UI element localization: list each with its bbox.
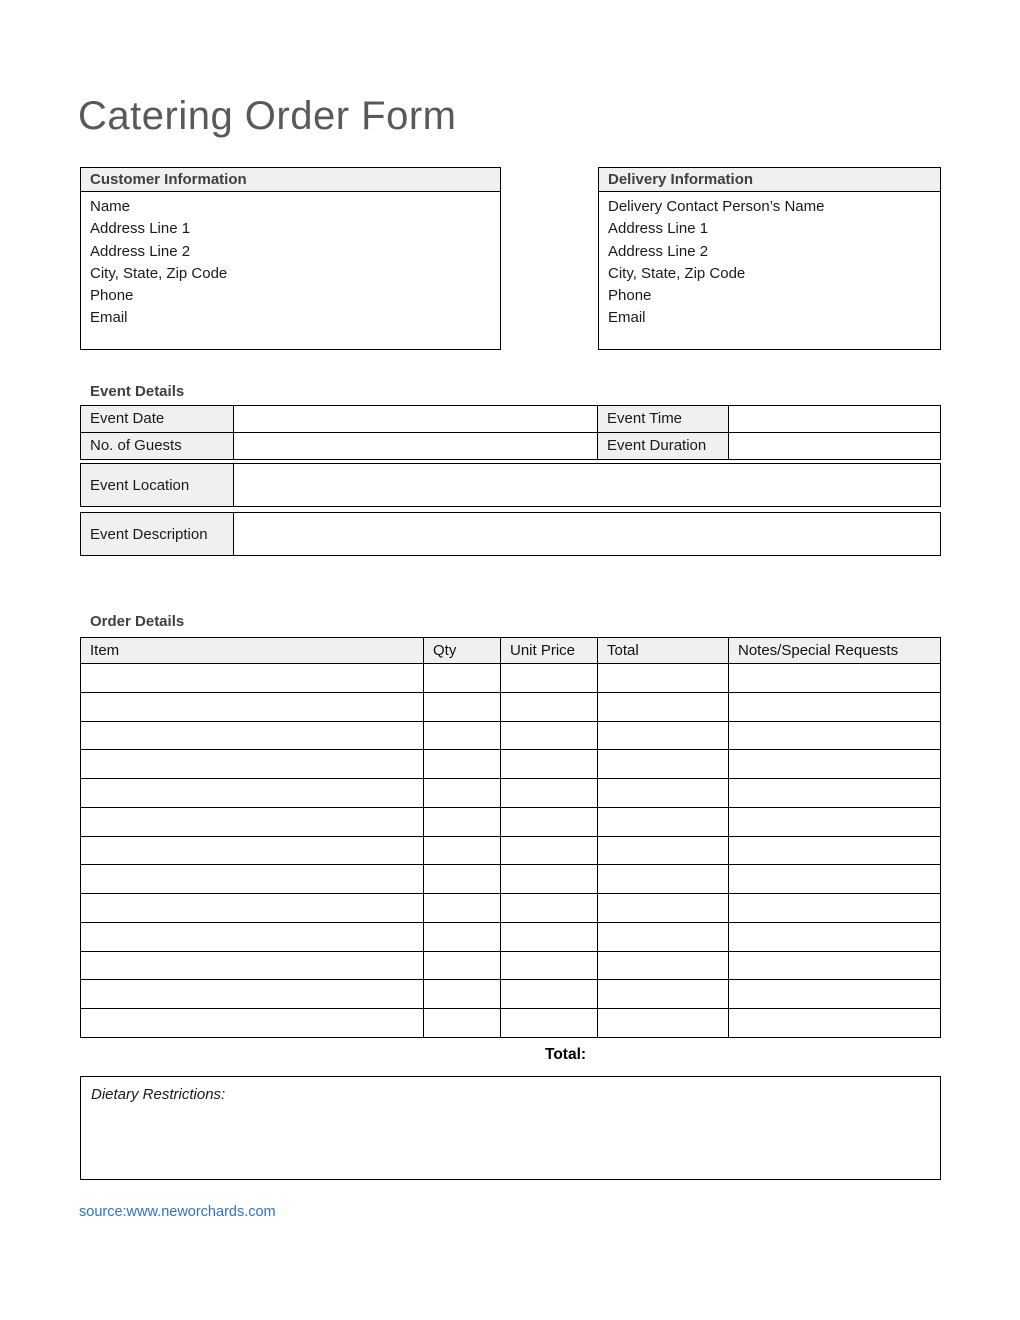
order-cell-unit-price[interactable] — [501, 722, 598, 750]
order-table-row — [81, 722, 940, 751]
order-cell-total[interactable] — [598, 923, 729, 951]
order-col-total: Total — [598, 638, 729, 663]
order-table-row — [81, 779, 940, 808]
order-cell-qty[interactable] — [424, 894, 501, 922]
total-label: Total: — [545, 1046, 587, 1063]
order-cell-total[interactable] — [598, 808, 729, 836]
order-cell-item[interactable] — [81, 1009, 424, 1037]
order-table-row — [81, 750, 940, 779]
order-details-table — [80, 637, 941, 1038]
order-cell-qty[interactable] — [424, 750, 501, 778]
order-cell-qty[interactable] — [424, 837, 501, 865]
event-description-label: Event Description — [81, 513, 234, 555]
info-field-line: City, State, Zip Code — [608, 264, 746, 282]
order-cell-notes[interactable] — [729, 980, 940, 1008]
dietary-restrictions-label: Dietary Restrictions: — [91, 1086, 226, 1103]
order-cell-qty[interactable] — [424, 693, 501, 721]
event-time-label: Event Time — [598, 406, 729, 432]
order-cell-unit-price[interactable] — [501, 980, 598, 1008]
order-cell-item[interactable] — [81, 750, 424, 778]
delivery-information-header: Delivery Information — [599, 168, 940, 192]
order-cell-qty[interactable] — [424, 1009, 501, 1037]
order-table-row — [81, 837, 940, 866]
order-table-row — [81, 865, 940, 894]
customer-information-fields[interactable] — [81, 192, 500, 330]
customer-information-box — [80, 167, 501, 350]
order-cell-item[interactable] — [81, 693, 424, 721]
form-title: Catering Order Form — [78, 94, 457, 138]
order-cell-unit-price[interactable] — [501, 952, 598, 980]
order-col-qty: Qty — [424, 638, 501, 663]
order-cell-qty[interactable] — [424, 923, 501, 951]
order-cell-item[interactable] — [81, 779, 424, 807]
order-cell-total[interactable] — [598, 750, 729, 778]
order-table-row — [81, 923, 940, 952]
order-cell-item[interactable] — [81, 865, 424, 893]
info-field-line: City, State, Zip Code — [90, 264, 228, 282]
info-field-line: Delivery Contact Person’s Name — [608, 198, 825, 215]
order-cell-total[interactable] — [598, 980, 729, 1008]
no-of-guests-label: No. of Guests — [81, 433, 234, 459]
info-field-line: Address Line 2 — [608, 242, 709, 260]
no-of-guests-input[interactable] — [234, 433, 598, 459]
dietary-restrictions-box[interactable] — [80, 1076, 941, 1180]
order-cell-total[interactable] — [598, 865, 729, 893]
order-cell-unit-price[interactable] — [501, 808, 598, 836]
event-location-row — [80, 463, 941, 507]
info-field-line: Email — [608, 309, 646, 327]
order-cell-item[interactable] — [81, 722, 424, 750]
order-cell-qty[interactable] — [424, 722, 501, 750]
event-duration-input[interactable] — [729, 433, 940, 459]
order-cell-notes[interactable] — [729, 693, 940, 721]
order-cell-unit-price[interactable] — [501, 779, 598, 807]
delivery-information-fields[interactable] — [599, 192, 940, 330]
order-cell-unit-price[interactable] — [501, 894, 598, 922]
order-cell-unit-price[interactable] — [501, 664, 598, 692]
event-location-label: Event Location — [81, 464, 234, 506]
order-cell-notes[interactable] — [729, 750, 940, 778]
order-cell-total[interactable] — [598, 894, 729, 922]
order-cell-unit-price[interactable] — [501, 837, 598, 865]
event-date-input[interactable] — [234, 406, 598, 432]
event-date-label: Event Date — [81, 406, 234, 432]
order-cell-total[interactable] — [598, 779, 729, 807]
order-table-header-row — [81, 638, 940, 664]
order-cell-total[interactable] — [598, 693, 729, 721]
customer-information-header: Customer Information — [81, 168, 500, 192]
order-table-row — [81, 664, 940, 693]
order-cell-qty[interactable] — [424, 808, 501, 836]
event-details-heading: Event Details — [90, 383, 185, 400]
order-col-notes: Notes/Special Requests — [738, 642, 899, 659]
info-boxes-row — [80, 167, 941, 350]
info-field-line: Address Line 1 — [90, 220, 191, 238]
info-field-line: Address Line 1 — [608, 220, 709, 238]
event-location-input[interactable] — [234, 464, 940, 506]
order-cell-notes[interactable] — [729, 923, 940, 951]
order-col-item: Item — [81, 638, 424, 663]
order-cell-notes[interactable] — [729, 664, 940, 692]
event-time-input[interactable] — [729, 406, 940, 432]
order-cell-notes[interactable] — [729, 722, 940, 750]
order-cell-notes[interactable] — [729, 779, 940, 807]
order-cell-item[interactable] — [81, 980, 424, 1008]
order-cell-unit-price[interactable] — [501, 865, 598, 893]
order-cell-unit-price[interactable] — [501, 923, 598, 951]
order-cell-total[interactable] — [598, 952, 729, 980]
order-cell-qty[interactable] — [424, 779, 501, 807]
event-description-row — [80, 512, 941, 556]
info-field-line: Name — [90, 198, 131, 215]
order-cell-notes[interactable] — [729, 808, 940, 836]
order-col-unit-price: Unit Price — [501, 638, 598, 663]
order-details-heading: Order Details — [90, 613, 185, 630]
order-cell-qty[interactable] — [424, 952, 501, 980]
order-cell-qty[interactable] — [424, 664, 501, 692]
event-details-table — [80, 405, 941, 460]
order-cell-notes[interactable] — [729, 894, 940, 922]
info-field-line: Email — [90, 309, 128, 327]
event-description-input[interactable] — [234, 513, 940, 555]
order-table-row — [81, 894, 940, 923]
order-cell-total[interactable] — [598, 837, 729, 865]
order-table-row — [81, 980, 940, 1009]
order-cell-item[interactable] — [81, 923, 424, 951]
order-cell-qty[interactable] — [424, 865, 501, 893]
order-cell-item[interactable] — [81, 808, 424, 836]
order-cell-item[interactable] — [81, 952, 424, 980]
order-table-row — [81, 693, 940, 722]
order-cell-unit-price[interactable] — [501, 693, 598, 721]
order-cell-item[interactable] — [81, 664, 424, 692]
order-cell-item[interactable] — [81, 894, 424, 922]
order-cell-item[interactable] — [81, 837, 424, 865]
event-duration-label: Event Duration — [598, 433, 729, 459]
info-field-line: Phone — [90, 287, 134, 305]
info-field-line: Phone — [608, 287, 652, 305]
order-cell-total[interactable] — [598, 664, 729, 692]
order-table-body — [81, 664, 940, 1037]
delivery-information-box — [598, 167, 941, 350]
order-cell-notes[interactable] — [729, 952, 940, 980]
order-cell-unit-price[interactable] — [501, 1009, 598, 1037]
order-cell-total[interactable] — [598, 1009, 729, 1037]
order-table-row — [81, 808, 940, 837]
order-cell-total[interactable] — [598, 722, 729, 750]
order-cell-notes[interactable] — [729, 865, 940, 893]
order-table-row — [81, 952, 940, 981]
order-cell-notes[interactable] — [729, 1009, 940, 1037]
info-field-line: Address Line 2 — [90, 242, 191, 260]
order-cell-notes[interactable] — [729, 837, 940, 865]
order-table-row — [81, 1009, 940, 1037]
order-cell-qty[interactable] — [424, 980, 501, 1008]
order-cell-unit-price[interactable] — [501, 750, 598, 778]
source-link[interactable]: source:www.neworchards.com — [79, 1204, 276, 1220]
